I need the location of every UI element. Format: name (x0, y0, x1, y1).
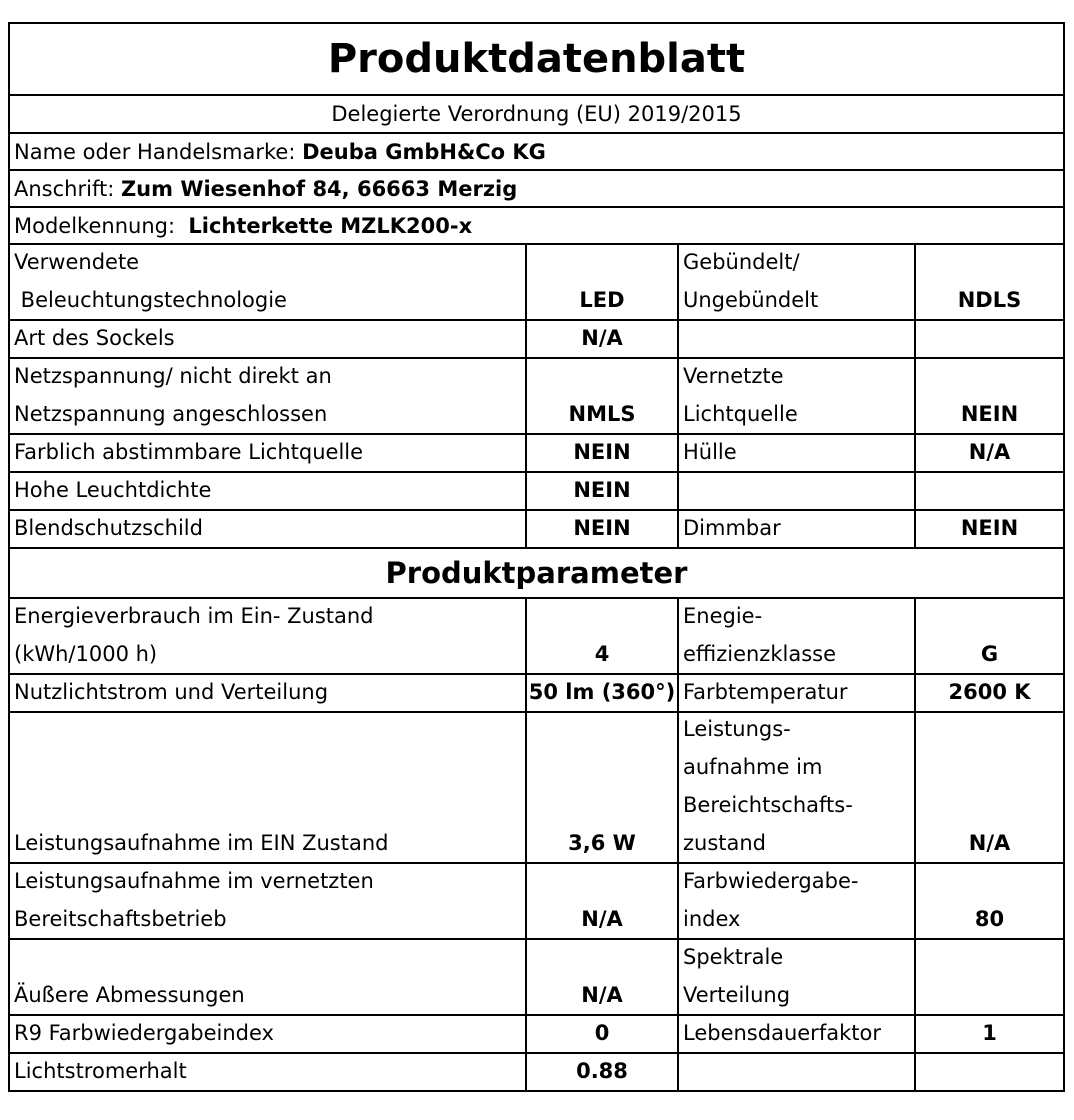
label-cell (679, 675, 916, 711)
address-label: Anschrift: (14, 176, 121, 201)
label-cell (10, 511, 527, 547)
label-line: Netzspannung/ nicht direkt an (14, 364, 332, 388)
label-cell (679, 511, 916, 547)
label-cell (10, 473, 527, 509)
label-line: Leistungs- (683, 717, 791, 741)
value-cell: LED (527, 245, 679, 319)
label-cell (679, 321, 916, 357)
table-row (10, 1016, 1063, 1054)
regulation-text: Delegierte Verordnung (EU) 2019/2015 (331, 102, 742, 126)
label-cell (679, 245, 916, 319)
address-value: Zum Wiesenhof 84, 66663 Merzig (120, 176, 518, 201)
label-cell (10, 940, 527, 1014)
value-cell: 80 (974, 907, 1005, 931)
label-cell (10, 435, 527, 471)
label-line: Gebündelt/ (683, 250, 800, 274)
label-line: Enegie- (683, 604, 763, 628)
label-line: Ungebündelt (683, 288, 819, 312)
table-row (10, 675, 1063, 713)
label-cell (679, 599, 916, 673)
table-row (10, 511, 1063, 549)
regulation-row (10, 96, 1063, 134)
value-cell: N/A (968, 831, 1011, 855)
value-cell (916, 1054, 1063, 1090)
label-line: index (683, 907, 741, 931)
label-line: Leistungsaufnahme im vernetzten (14, 869, 374, 893)
label-line: Spektrale (683, 945, 784, 969)
label-line: Verwendete (14, 250, 140, 274)
table-row (10, 473, 1063, 511)
value-cell: 2600 K (948, 680, 1031, 704)
value-cell: 0 (527, 1016, 679, 1052)
label-line: aufnahme im (683, 755, 823, 779)
label-line: Hohe Leuchtdichte (14, 478, 212, 502)
label-line: effizienzklasse (683, 642, 836, 666)
address-row (10, 171, 1063, 208)
value-cell: N/A (527, 864, 679, 938)
label-cell (679, 864, 916, 938)
value-cell: N/A (527, 321, 679, 357)
value-cell: 50 lm (360°) (527, 675, 679, 711)
table-row (10, 599, 1063, 675)
sheet-title (10, 24, 1063, 96)
label-line: Bereitschaftsbetrieb (14, 907, 227, 931)
label-cell (10, 864, 527, 938)
label-line: Energieverbrauch im Ein- Zustand (14, 604, 374, 628)
value-cell (916, 940, 1063, 1014)
table-row (10, 713, 1063, 864)
section-title (10, 549, 1063, 599)
value-cell: N/A (527, 940, 679, 1014)
value-cell: NDLS (957, 288, 1022, 312)
value-cell: 0.88 (527, 1054, 679, 1090)
value-cell (916, 473, 1063, 509)
section-title-text: Produktparameter (385, 556, 688, 590)
label-line: Beleuchtungstechnologie (14, 288, 287, 312)
value-cell (916, 321, 1063, 357)
value-cell: NEIN (960, 402, 1019, 426)
label-cell (10, 1016, 527, 1052)
value-cell: NEIN (527, 511, 679, 547)
value-cell: 1 (982, 1021, 997, 1045)
value-cell: 3,6 W (527, 713, 679, 862)
label-cell (10, 713, 527, 862)
label-cell (679, 359, 916, 433)
value-cell: NEIN (527, 473, 679, 509)
table-row (10, 940, 1063, 1016)
label-cell (679, 435, 916, 471)
label-cell (679, 940, 916, 1014)
sheet-title-text: Produktdatenblatt (327, 36, 746, 82)
label-cell (10, 359, 527, 433)
label-cell (10, 321, 527, 357)
label-line: Leistungsaufnahme im EIN Zustand (14, 831, 389, 855)
label-cell (679, 1016, 916, 1052)
label-line: Farblich abstimmbare Lichtquelle (14, 440, 364, 464)
value-cell: N/A (968, 440, 1011, 464)
label-line: Äußere Abmessungen (14, 983, 245, 1007)
label-line: Lebensdauerfaktor (683, 1021, 881, 1045)
label-cell (10, 1054, 527, 1090)
label-line: zustand (683, 831, 767, 855)
label-line: Blendschutzschild (14, 516, 203, 540)
label-cell (10, 599, 527, 673)
table-row (10, 359, 1063, 435)
value-cell: NMLS (527, 359, 679, 433)
label-cell (10, 245, 527, 319)
value-cell: 4 (527, 599, 679, 673)
label-cell (10, 675, 527, 711)
label-line: Hülle (683, 440, 737, 464)
label-line: Dimmbar (683, 516, 781, 540)
model-row (10, 208, 1063, 245)
label-line: Bereichtschafts- (683, 793, 853, 817)
label-line: Farbtemperatur (683, 680, 848, 704)
table-row (10, 321, 1063, 359)
label-line: (kWh/1000 h) (14, 642, 158, 666)
label-line: Netzspannung angeschlossen (14, 402, 328, 426)
table-row (10, 245, 1063, 321)
value-cell: NEIN (527, 435, 679, 471)
table-row (10, 1054, 1063, 1092)
label-line: Verteilung (683, 983, 791, 1007)
brand-value: Deuba GmbH&Co KG (302, 139, 546, 164)
value-cell: G (980, 642, 999, 666)
product-data-sheet (8, 22, 1065, 1092)
value-cell: NEIN (960, 516, 1019, 540)
label-cell (679, 713, 916, 862)
table-row (10, 435, 1063, 473)
label-line: R9 Farbwiedergabeindex (14, 1021, 274, 1045)
label-line: Lichtquelle (683, 402, 798, 426)
model-value: Lichterkette MZLK200-x (188, 213, 473, 238)
brand-row (10, 134, 1063, 171)
label-line: Nutzlichtstrom und Verteilung (14, 680, 329, 704)
label-line: Lichtstromerhalt (14, 1059, 187, 1083)
label-line: Art des Sockels (14, 326, 175, 350)
brand-label: Name oder Handelsmarke: (14, 139, 303, 164)
label-cell (679, 1054, 916, 1090)
label-cell (679, 473, 916, 509)
model-label: Modelkennung: (14, 213, 189, 238)
label-line: Vernetzte (683, 364, 784, 388)
table-row (10, 864, 1063, 940)
label-line: Farbwiedergabe- (683, 869, 859, 893)
